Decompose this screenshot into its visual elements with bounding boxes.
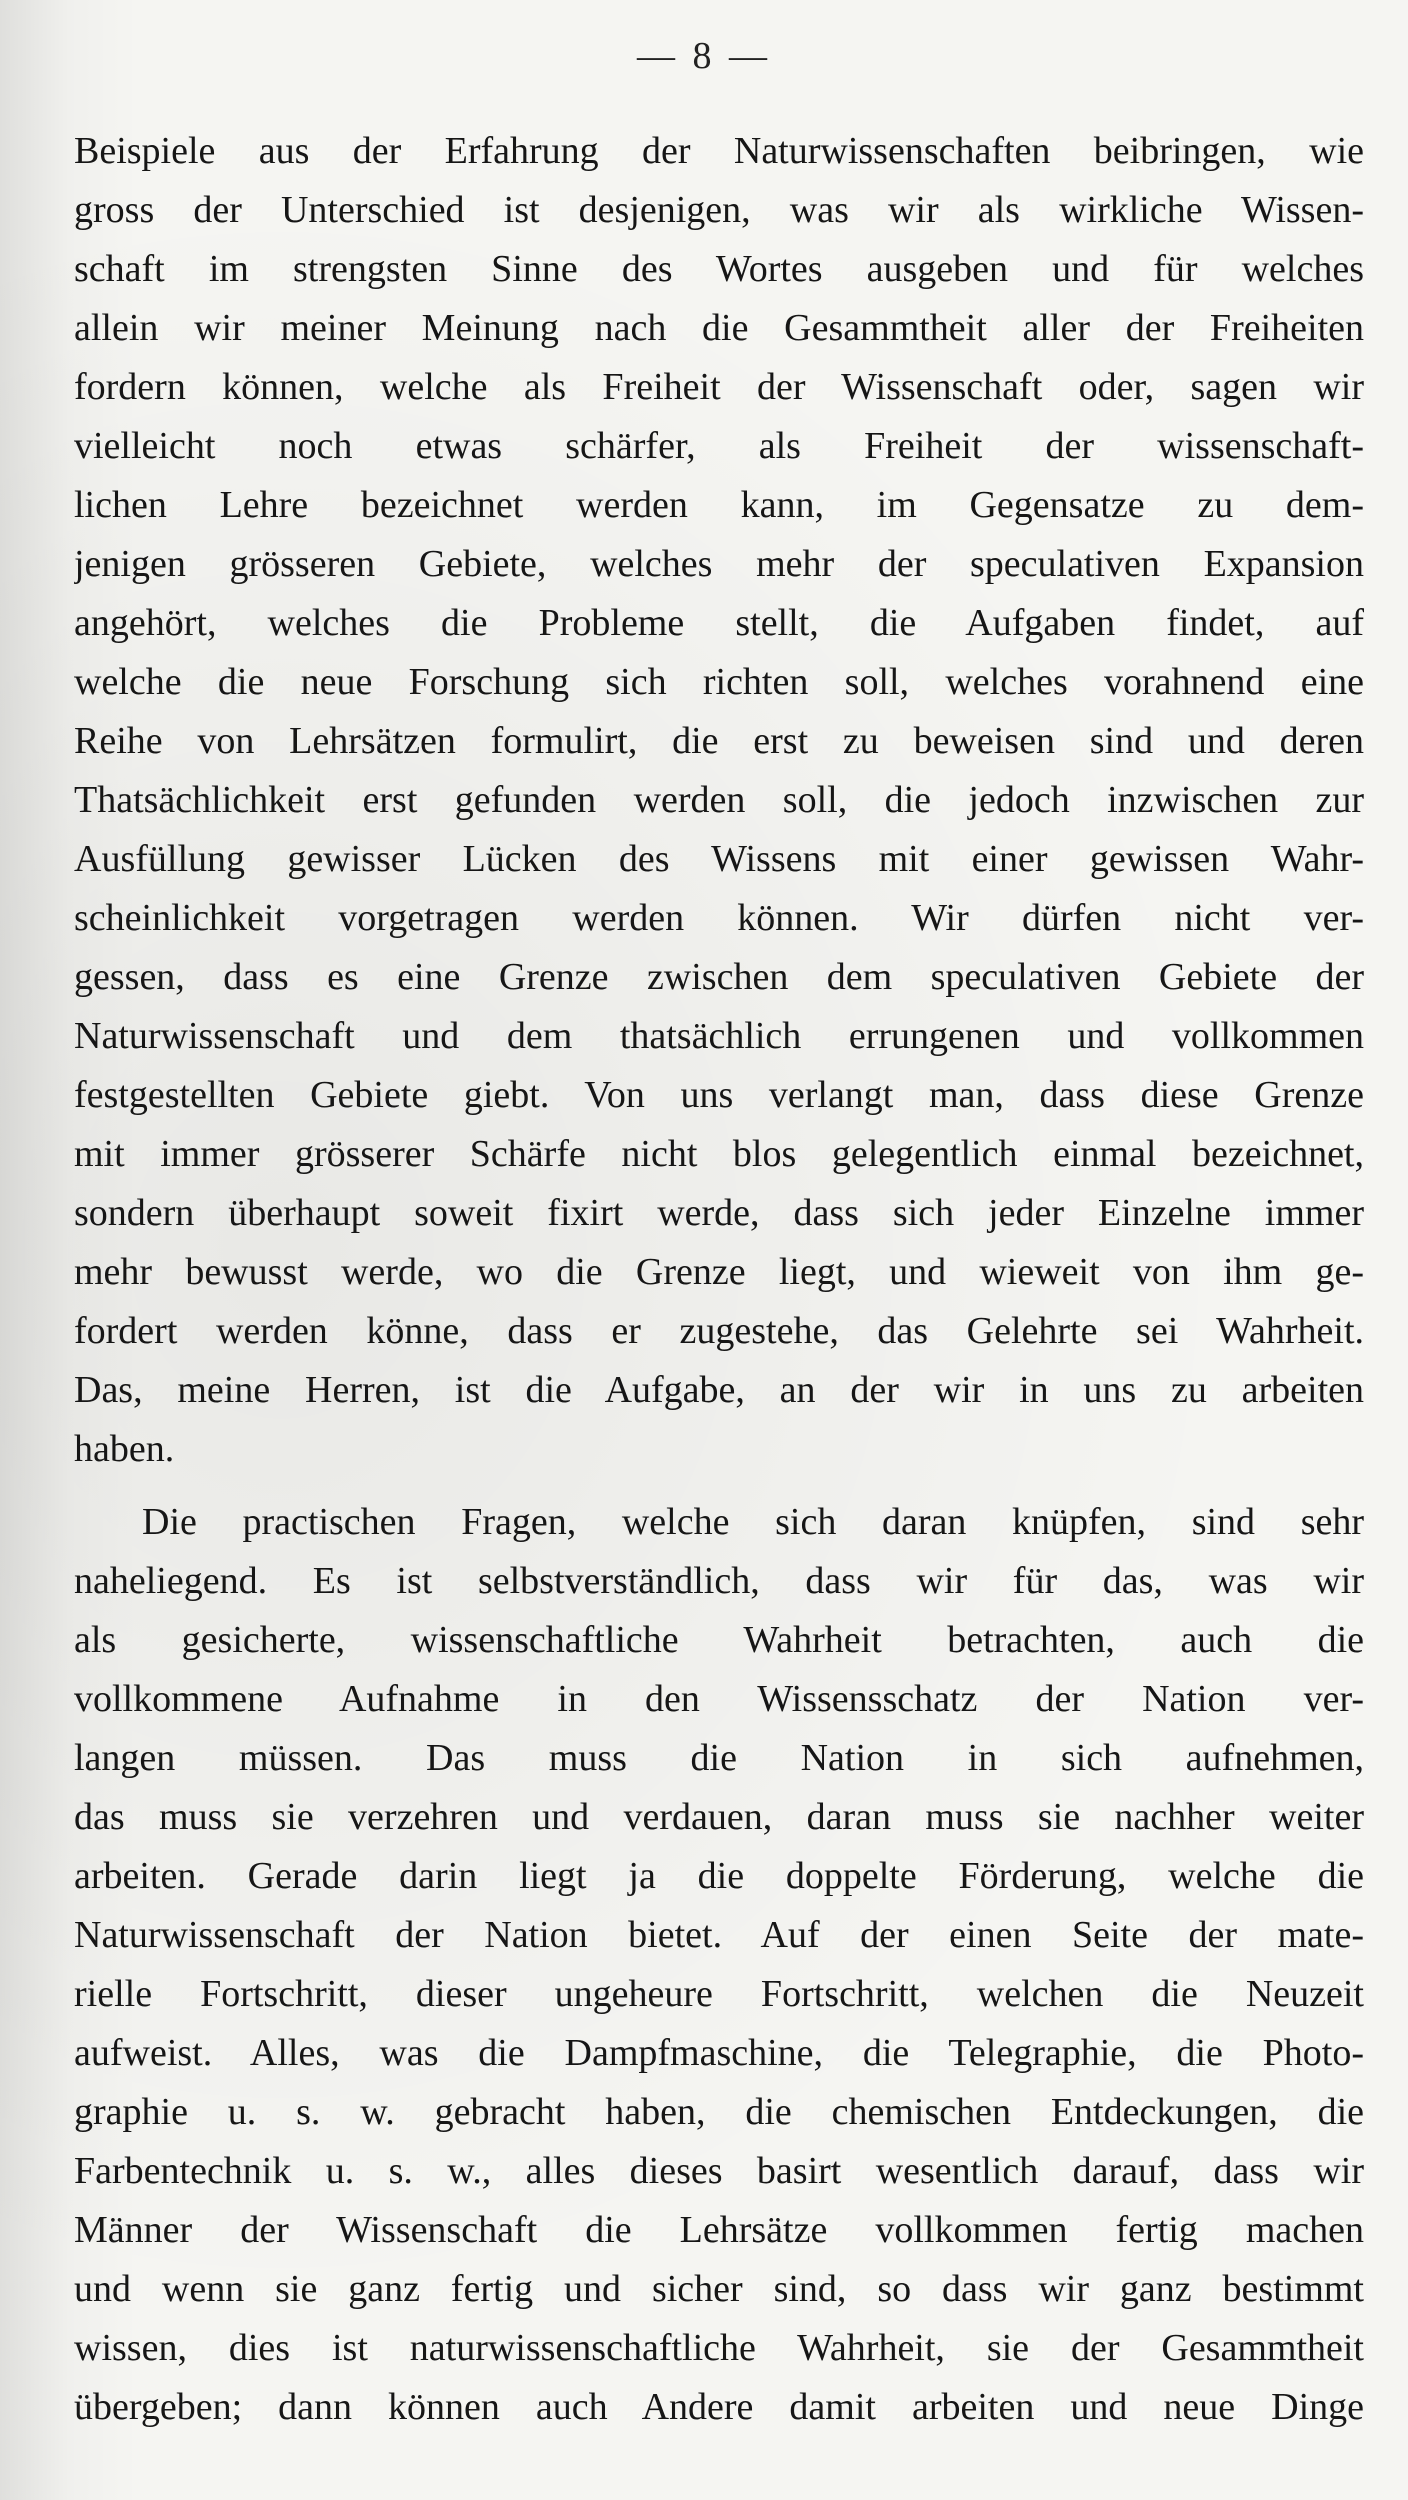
- text-line: Beispiele aus der Erfahrung der Naturwissenschaften beibringen, wie: [74, 130, 1364, 172]
- text-line: rielle Fortschritt, dieser ungeheure Fortschritt, welchen die Neuzeit: [74, 1973, 1364, 2015]
- text-line: allein wir meiner Meinung nach die Gesammtheit aller der Freiheiten: [74, 307, 1364, 349]
- text-line: vielleicht noch etwas schärfer, als Freiheit der wissenschaft-: [74, 425, 1364, 467]
- text-line: langen müssen. Das muss die Nation in sich aufnehmen,: [74, 1737, 1364, 1779]
- body-text: [74, 122, 1364, 2437]
- text-line: gross der Unterschied ist desjenigen, was wir als wirkliche Wissen-: [74, 189, 1364, 231]
- text-line: aufweist. Alles, was die Dampfmaschine, die Telegraphie, die Photo-: [74, 2032, 1364, 2074]
- paragraph-1: [74, 122, 1364, 1479]
- page-number: — 8 —: [637, 35, 771, 77]
- text-line: und wenn sie ganz fertig und sicher sind, so dass wir ganz bestimmt: [74, 2268, 1364, 2310]
- text-line: Ausfüllung gewisser Lücken des Wissens mit einer gewissen Wahr-: [74, 838, 1364, 880]
- text-line: welche die neue Forschung sich richten soll, welches vorahnend eine: [74, 661, 1364, 703]
- text-line: das muss sie verzehren und verdauen, daran muss sie nachher weiter: [74, 1796, 1364, 1838]
- text-line: fordern können, welche als Freiheit der Wissenschaft oder, sagen wir: [74, 366, 1364, 408]
- text-line: Männer der Wissenschaft die Lehrsätze vollkommen fertig machen: [74, 2209, 1364, 2251]
- text-line: scheinlichkeit vorgetragen werden können. Wir dürfen nicht ver-: [74, 897, 1364, 939]
- paragraph-2: [74, 1493, 1364, 2437]
- text-line: lichen Lehre bezeichnet werden kann, im Gegensatze zu dem-: [74, 484, 1364, 526]
- text-line: mehr bewusst werde, wo die Grenze liegt, und wieweit von ihm ge-: [74, 1251, 1364, 1293]
- text-line: schaft im strengsten Sinne des Wortes ausgeben und für welches: [74, 248, 1364, 290]
- text-line: sondern überhaupt soweit fixirt werde, dass sich jeder Einzelne immer: [74, 1192, 1364, 1234]
- text-line: jenigen grösseren Gebiete, welches mehr der speculativen Expansion: [74, 543, 1364, 585]
- text-line: Naturwissenschaft und dem thatsächlich errungenen und vollkommen: [74, 1015, 1364, 1057]
- text-line: gessen, dass es eine Grenze zwischen dem speculativen Gebiete der: [74, 956, 1364, 998]
- text-line: festgestellten Gebiete giebt. Von uns verlangt man, dass diese Grenze: [74, 1074, 1364, 1116]
- text-line: graphie u. s. w. gebracht haben, die chemischen Entdeckungen, die: [74, 2091, 1364, 2133]
- text-line: Naturwissenschaft der Nation bietet. Auf der einen Seite der mate-: [74, 1914, 1364, 1956]
- text-line: übergeben; dann können auch Andere damit arbeiten und neue Dinge: [74, 2386, 1364, 2428]
- text-line: Reihe von Lehrsätzen formulirt, die erst zu beweisen sind und deren: [74, 720, 1364, 762]
- text-line: mit immer grösserer Schärfe nicht blos gelegentlich einmal bezeichnet,: [74, 1133, 1364, 1175]
- text-line: als gesicherte, wissenschaftliche Wahrheit betrachten, auch die: [74, 1619, 1364, 1661]
- paragraph-gap: [74, 1479, 1364, 1493]
- text-line: arbeiten. Gerade darin liegt ja die doppelte Förderung, welche die: [74, 1855, 1364, 1897]
- text-line: naheliegend. Es ist selbstverständlich, dass wir für das, was wir: [74, 1560, 1364, 1602]
- text-line: fordert werden könne, dass er zugestehe, das Gelehrte sei Wahrheit.: [74, 1310, 1364, 1352]
- text-line: Die practischen Fragen, welche sich daran knüpfen, sind sehr: [142, 1501, 1364, 1543]
- text-line: haben.: [74, 1428, 175, 1470]
- text-line: vollkommene Aufnahme in den Wissensschatz der Nation ver-: [74, 1678, 1364, 1720]
- text-line: Thatsächlichkeit erst gefunden werden soll, die jedoch inzwischen zur: [74, 779, 1364, 821]
- text-line: angehört, welches die Probleme stellt, die Aufgaben findet, auf: [74, 602, 1364, 644]
- text-line: Farbentechnik u. s. w., alles dieses basirt wesentlich darauf, dass wir: [74, 2150, 1364, 2192]
- text-line: Das, meine Herren, ist die Aufgabe, an der wir in uns zu arbeiten: [74, 1369, 1364, 1411]
- text-line: wissen, dies ist naturwissenschaftliche Wahrheit, sie der Gesammtheit: [74, 2327, 1364, 2369]
